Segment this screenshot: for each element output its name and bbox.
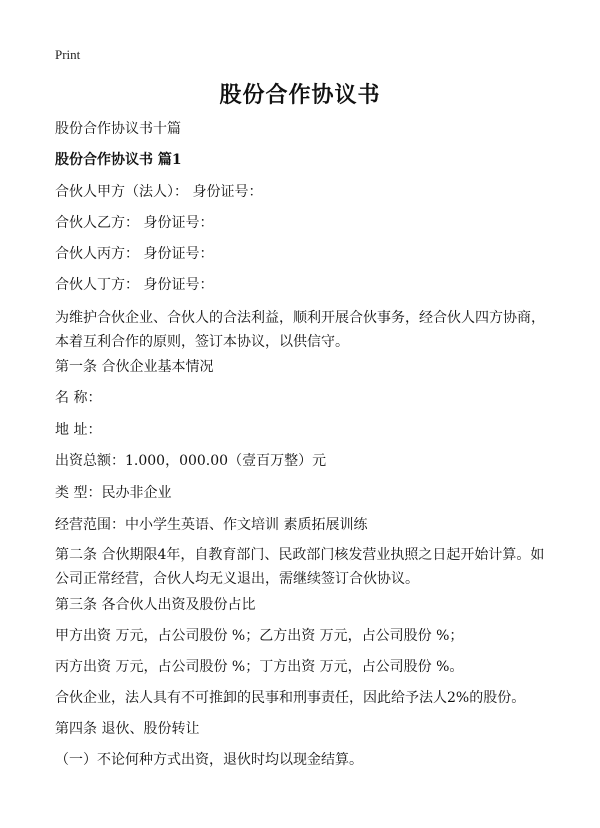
document-title: 股份合作协议书 [219, 82, 381, 108]
scope-line: 经营范围：中小学生英语、作文培训 素质拓展训练 [55, 517, 368, 533]
partner-c-line: 合伙人丙方： 身份证号： [55, 246, 214, 262]
withdrawal-clause-line: （一）不论何种方式出资，退伙时均以现金结算。 [55, 752, 363, 768]
partner-d-line: 合伙人丁方： 身份证号： [55, 277, 214, 293]
document-subtitle: 股份合作协议书十篇 [55, 121, 181, 137]
type-line: 类 型：民办非企业 [55, 485, 172, 501]
article-4-heading: 第四条 退伙、股份转让 [55, 721, 200, 737]
section-heading: 股份合作协议书 篇1 [55, 152, 182, 168]
preamble-paragraph: 为维护合伙企业、合伙人的合法利益，顺利开展合伙事务，经合伙人四方协商，本着互利合作的原则，签订本协议，以供信守。 [55, 310, 545, 350]
partner-b-line: 合伙人乙方： 身份证号： [55, 215, 214, 231]
legal-person-share-line: 合伙企业，法人具有不可推卸的民事和刑事责任，因此给予法人2%的股份。 [55, 690, 526, 706]
contribution-line-2: 丙方出资 万元，占公司股份 %；丁方出资 万元，占公司股份 %。 [55, 659, 464, 675]
article-1-heading: 第一条 合伙企业基本情况 [55, 359, 214, 375]
capital-line: 出资总额：1.000，000.00（壹百万整）元 [55, 453, 327, 469]
name-line: 名 称： [55, 390, 102, 406]
partner-a-line: 合伙人甲方（法人）： 身份证号： [55, 184, 263, 200]
article-3-heading: 第三条 各合伙人出资及股份占比 [55, 597, 256, 613]
contribution-line-1: 甲方出资 万元，占公司股份 %；乙方出资 万元，占公司股份 %； [55, 628, 464, 644]
address-line: 地 址： [55, 422, 102, 438]
print-label: Print [55, 47, 81, 62]
article-2-paragraph: 第二条 合伙期限4年，自教育部门、民政部门核发营业执照之日起开始计算。如公司正常经营，合伙人均无义退出，需继续签订合伙协议。 [55, 547, 545, 587]
